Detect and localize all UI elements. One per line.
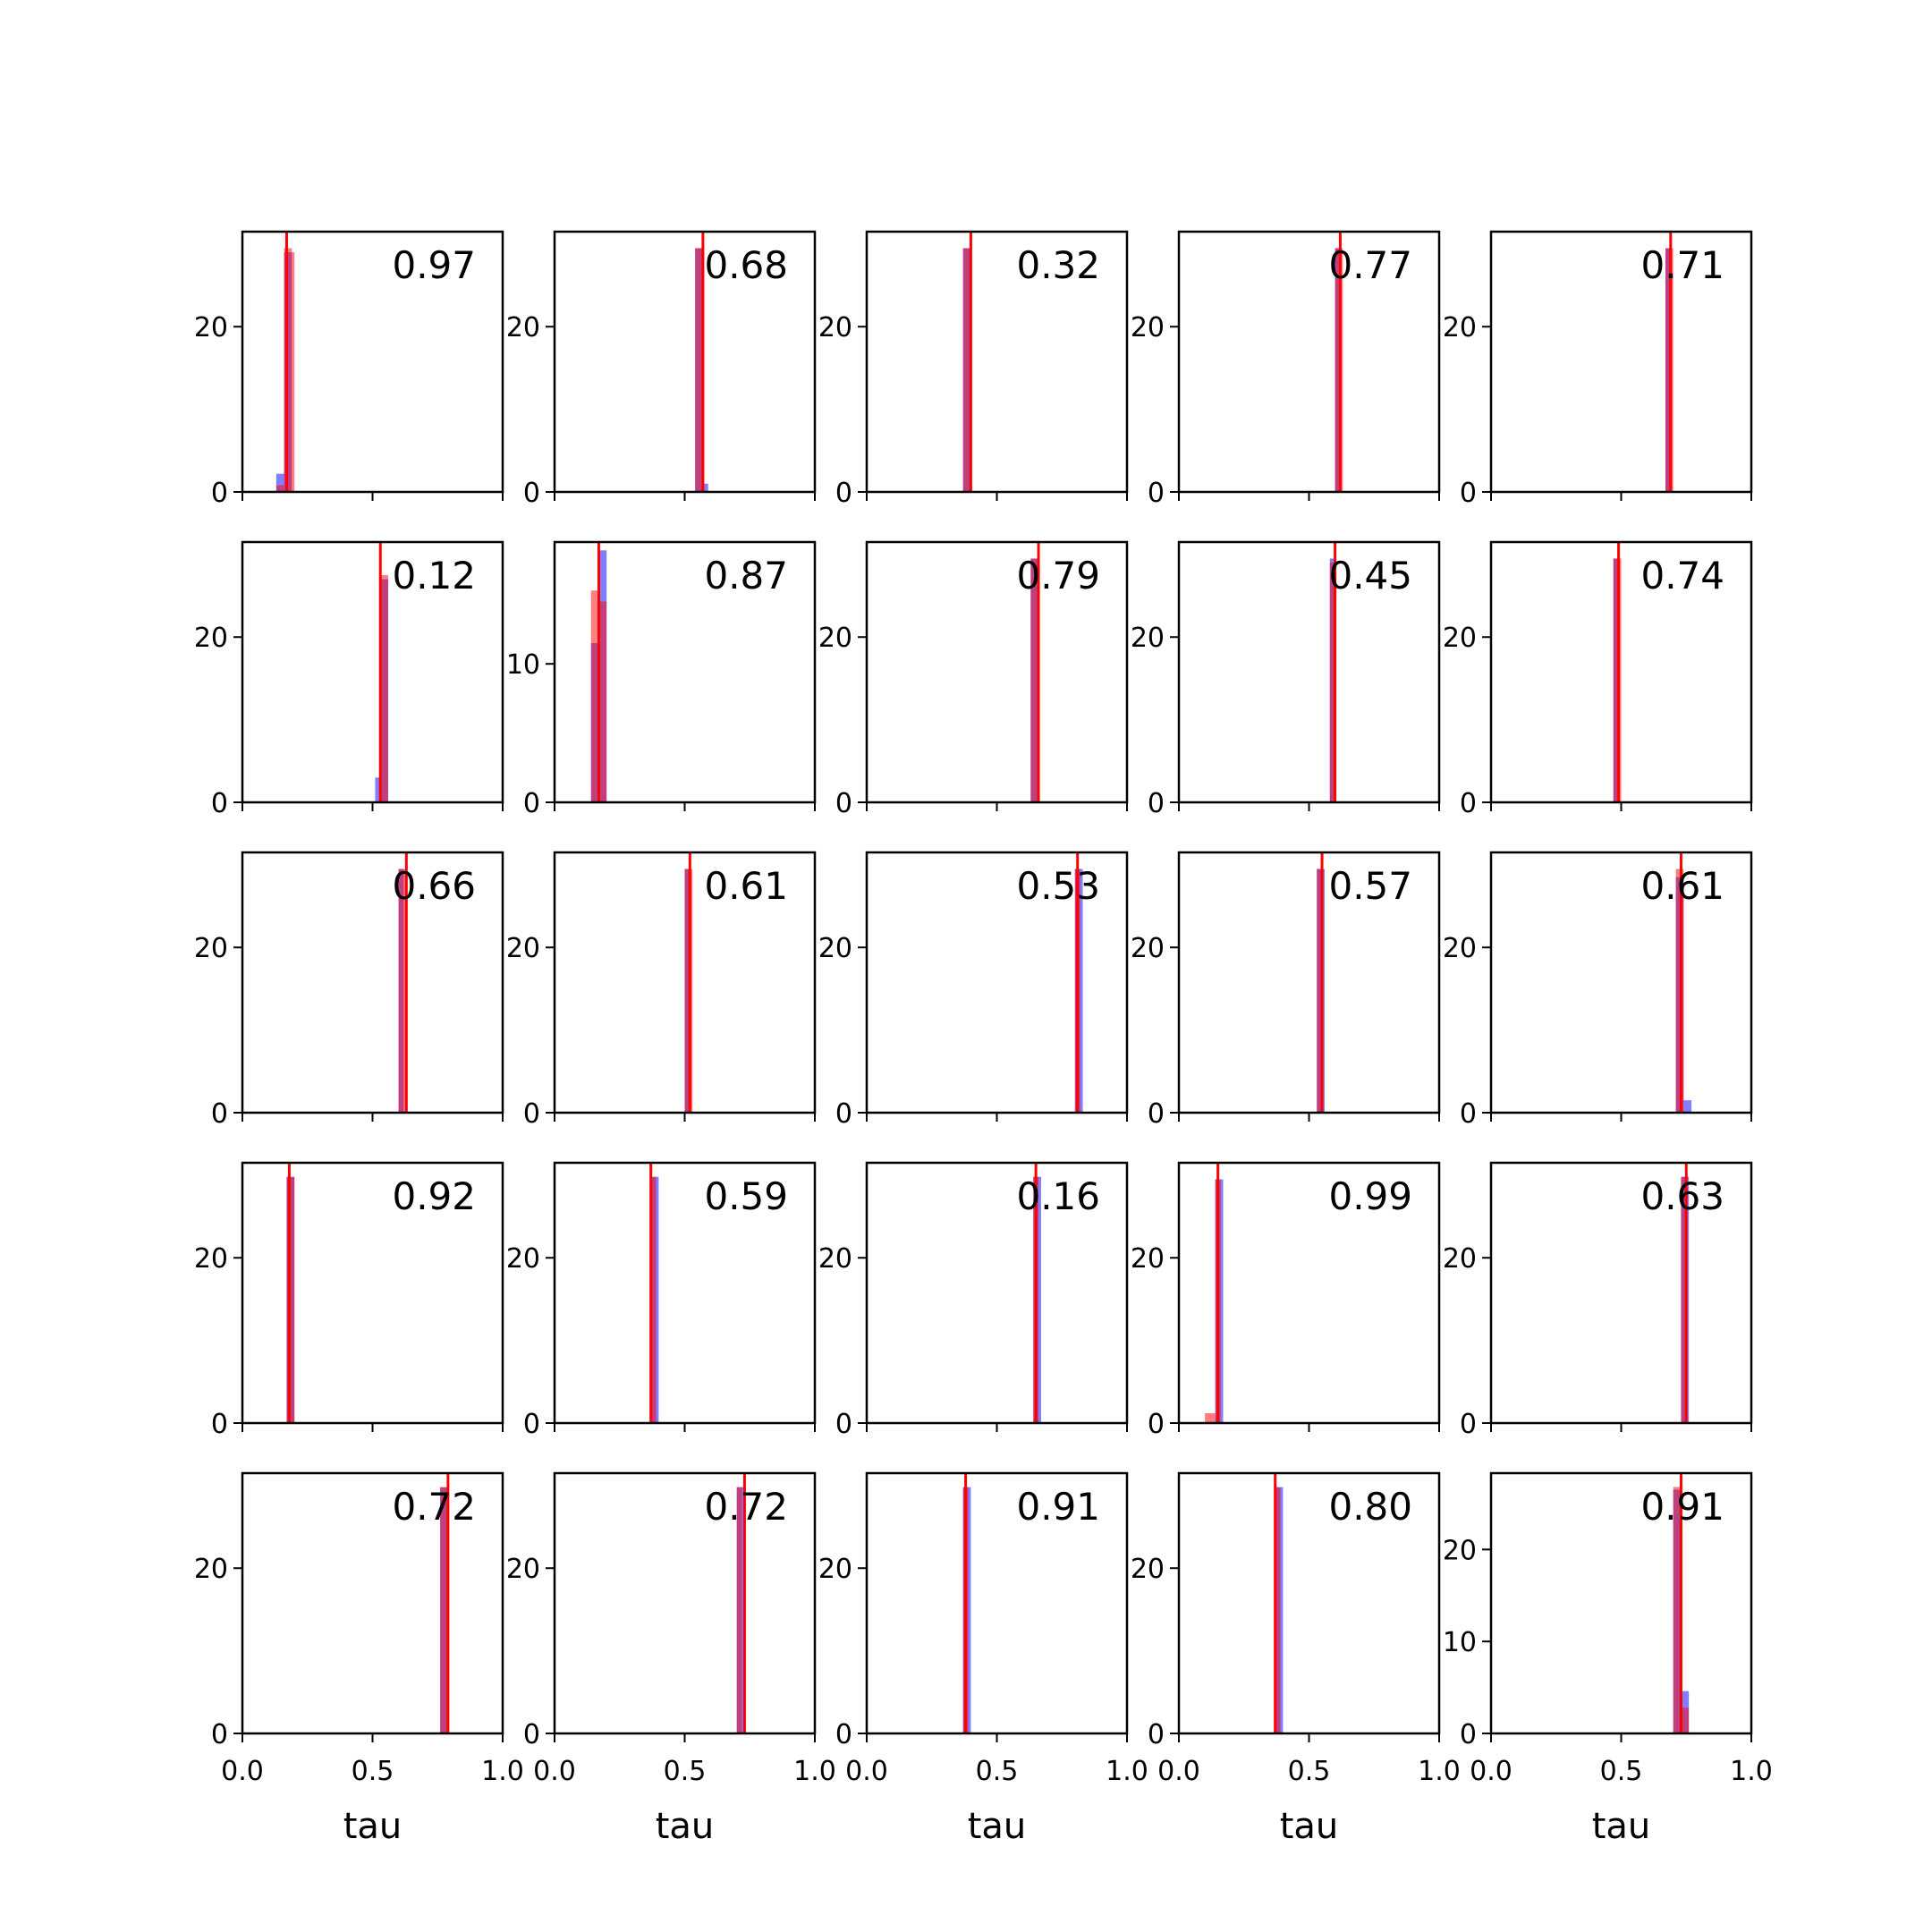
y-tick-label-5-0: 0: [210, 788, 228, 819]
panel-annotation-2: 0.32: [1016, 243, 1100, 287]
y-tick-label-0-0: 0: [210, 478, 228, 509]
y-tick-label-12-0: 0: [835, 1098, 852, 1130]
panel-annotation-23: 0.80: [1328, 1485, 1412, 1529]
y-tick-label-11-0: 0: [522, 1098, 540, 1130]
red-hist-bar-0-2: [292, 252, 294, 492]
panel-annotation-6: 0.87: [704, 554, 788, 597]
y-tick-label-21-1: 20: [505, 1554, 540, 1586]
panel-annotation-4: 0.71: [1640, 243, 1724, 287]
y-tick-label-1-0: 0: [522, 478, 540, 509]
y-tick-label-21-0: 0: [522, 1719, 540, 1750]
panel-annotation-21: 0.72: [704, 1485, 788, 1529]
y-tick-label-10-0: 0: [210, 1098, 228, 1130]
y-tick-label-9-1: 20: [1442, 623, 1477, 655]
y-tick-label-23-0: 0: [1147, 1719, 1165, 1750]
x-tick-label-22-2: 1.0: [1106, 1756, 1148, 1787]
x-axis-label-3: tau: [1279, 1806, 1339, 1847]
panel-annotation-8: 0.45: [1328, 554, 1412, 597]
y-tick-label-14-0: 0: [1459, 1098, 1477, 1130]
panel-annotation-3: 0.77: [1328, 243, 1412, 287]
panel-annotation-5: 0.12: [392, 554, 476, 597]
blue-hist-bar-14-1: [1683, 1100, 1691, 1113]
x-tick-label-24-0: 0.0: [1470, 1756, 1513, 1787]
y-tick-label-18-1: 20: [1130, 1243, 1165, 1275]
panel-annotation-13: 0.57: [1328, 864, 1412, 908]
y-tick-label-13-1: 20: [1130, 933, 1165, 965]
y-tick-label-4-0: 0: [1459, 478, 1477, 509]
x-tick-label-23-1: 0.5: [1287, 1756, 1331, 1787]
panel-annotation-22: 0.91: [1016, 1485, 1100, 1529]
y-tick-label-17-1: 20: [818, 1243, 852, 1275]
y-tick-label-3-0: 0: [1147, 478, 1165, 509]
y-tick-label-13-0: 0: [1147, 1098, 1165, 1130]
y-tick-label-24-0: 0: [1459, 1719, 1477, 1750]
y-tick-label-24-1: 10: [1442, 1627, 1477, 1659]
y-tick-label-6-1: 10: [505, 649, 540, 682]
y-tick-label-18-0: 0: [1147, 1409, 1165, 1440]
x-tick-label-24-1: 0.5: [1599, 1756, 1643, 1787]
x-axis-label-4: tau: [1591, 1806, 1651, 1847]
x-tick-label-23-0: 0.0: [1157, 1756, 1200, 1787]
y-tick-label-1-1: 20: [505, 312, 540, 344]
y-tick-label-14-1: 20: [1442, 933, 1477, 965]
y-tick-label-8-1: 20: [1130, 623, 1165, 655]
y-tick-label-2-1: 20: [818, 312, 852, 344]
y-tick-label-8-0: 0: [1147, 788, 1165, 819]
y-tick-label-22-0: 0: [835, 1719, 852, 1750]
y-tick-label-15-0: 0: [210, 1409, 228, 1440]
x-tick-label-21-0: 0.0: [533, 1756, 576, 1787]
x-axis-label-0: tau: [343, 1806, 402, 1847]
x-tick-label-20-2: 1.0: [481, 1756, 524, 1787]
panel-annotation-19: 0.63: [1640, 1174, 1724, 1218]
panel-annotation-11: 0.61: [704, 864, 788, 908]
x-tick-label-21-1: 0.5: [663, 1756, 707, 1787]
y-tick-label-10-1: 20: [193, 933, 228, 965]
y-tick-label-4-1: 20: [1442, 312, 1477, 344]
y-tick-label-22-1: 20: [818, 1554, 852, 1586]
x-tick-label-22-1: 0.5: [975, 1756, 1019, 1787]
y-tick-label-11-1: 20: [505, 933, 540, 965]
y-tick-label-7-1: 20: [818, 623, 852, 655]
y-tick-label-7-0: 0: [835, 788, 852, 819]
y-tick-label-19-1: 20: [1442, 1243, 1477, 1275]
panel-annotation-16: 0.59: [704, 1174, 788, 1218]
y-tick-label-3-1: 20: [1130, 312, 1165, 344]
x-tick-label-24-2: 1.0: [1730, 1756, 1773, 1787]
panel-annotation-18: 0.99: [1328, 1174, 1412, 1218]
x-axis-label-1: tau: [655, 1806, 715, 1847]
x-tick-label-22-0: 0.0: [845, 1756, 888, 1787]
y-tick-label-24-2: 20: [1442, 1535, 1477, 1567]
y-tick-label-23-1: 20: [1130, 1554, 1165, 1586]
y-tick-label-20-1: 20: [193, 1554, 228, 1586]
panel-annotation-0: 0.97: [392, 243, 476, 287]
y-tick-label-17-0: 0: [835, 1409, 852, 1440]
y-tick-label-19-0: 0: [1459, 1409, 1477, 1440]
y-tick-label-0-1: 20: [193, 312, 228, 344]
y-tick-label-20-0: 0: [210, 1719, 228, 1750]
x-tick-label-20-0: 0.0: [221, 1756, 264, 1787]
red-hist-bar-18-0: [1205, 1413, 1216, 1423]
y-tick-label-16-0: 0: [522, 1409, 540, 1440]
panel-annotation-24: 0.91: [1640, 1485, 1724, 1529]
x-axis-label-2: tau: [967, 1806, 1027, 1847]
panel-annotation-7: 0.79: [1016, 554, 1100, 597]
panel-annotation-15: 0.92: [392, 1174, 476, 1218]
y-tick-label-6-0: 0: [522, 788, 540, 819]
panel-annotation-1: 0.68: [704, 243, 788, 287]
panel-annotation-17: 0.16: [1016, 1174, 1100, 1218]
panel-annotation-12: 0.53: [1016, 864, 1100, 908]
y-tick-label-9-0: 0: [1459, 788, 1477, 819]
y-tick-label-16-1: 20: [505, 1243, 540, 1275]
panel-annotation-14: 0.61: [1640, 864, 1724, 908]
x-tick-label-20-1: 0.5: [351, 1756, 394, 1787]
y-tick-label-12-1: 20: [818, 933, 852, 965]
panel-annotation-9: 0.74: [1640, 554, 1724, 597]
panel-annotation-20: 0.72: [392, 1485, 476, 1529]
panel-annotation-10: 0.66: [392, 864, 476, 908]
y-tick-label-5-1: 20: [193, 623, 228, 655]
y-tick-label-15-1: 20: [193, 1243, 228, 1275]
y-tick-label-2-0: 0: [835, 478, 852, 509]
x-tick-label-21-2: 1.0: [793, 1756, 836, 1787]
x-tick-label-23-2: 1.0: [1418, 1756, 1461, 1787]
